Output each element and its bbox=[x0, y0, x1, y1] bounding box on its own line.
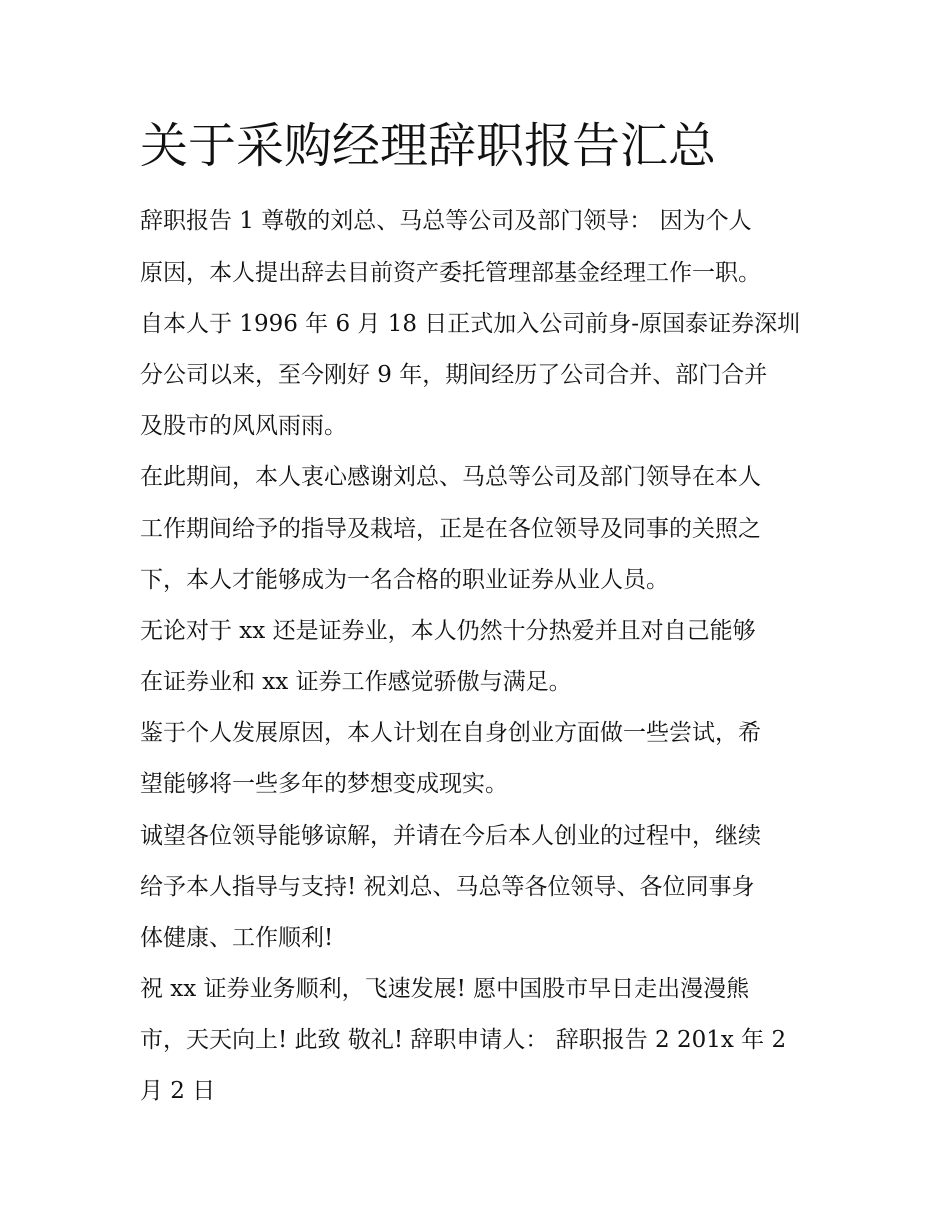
body-line: 及股市的风风雨雨。 bbox=[140, 413, 347, 439]
body-line: 体健康、工作顺利! bbox=[140, 925, 334, 951]
body-line: 祝 xx 证券业务顺利，飞速发展! 愿中国股市早日走出漫漫熊 bbox=[140, 976, 750, 1002]
body-line: 诚望各位领导能够谅解，并请在今后本人创业的过程中，继续 bbox=[140, 823, 761, 849]
body-line: 辞职报告 1 尊敬的刘总、马总等公司及部门领导： 因为个人 bbox=[140, 208, 752, 234]
body-line: 给予本人指导与支持! 祝刘总、马总等各位领导、各位同事身 bbox=[140, 874, 755, 900]
body-line: 月 2 日 bbox=[140, 1078, 216, 1104]
body-line: 鉴于个人发展原因，本人计划在自身创业方面做一些尝试，希 bbox=[140, 720, 761, 746]
body-line: 原因，本人提出辞去目前资产委托管理部基金经理工作一职。 bbox=[140, 260, 761, 286]
body-line: 在此期间，本人衷心感谢刘总、马总等公司及部门领导在本人 bbox=[140, 464, 761, 490]
document-title: 关于采购经理辞职报告汇总 bbox=[140, 118, 717, 174]
body-line: 在证券业和 xx 证券工作感觉骄傲与满足。 bbox=[140, 669, 572, 695]
body-line: 分公司以来，至今刚好 9 年，期间经历了公司合并、部门合并 bbox=[140, 362, 768, 388]
body-line: 无论对于 xx 还是证券业，本人仍然十分热爱并且对自己能够 bbox=[140, 618, 756, 644]
body-line: 市，天天向上! 此致 敬礼! 辞职申请人： 辞职报告 2 201x 年 2 bbox=[140, 1027, 787, 1053]
body-line: 下，本人才能够成为一名合格的职业证券从业人员。 bbox=[140, 567, 669, 593]
body-line: 自本人于 1996 年 6 月 18 日正式加入公司前身-原国泰证券深圳 bbox=[140, 311, 801, 337]
body-line: 望能够将一些多年的梦想变成现实。 bbox=[140, 771, 508, 797]
body-line: 工作期间给予的指导及栽培，正是在各位领导及同事的关照之 bbox=[140, 516, 761, 542]
